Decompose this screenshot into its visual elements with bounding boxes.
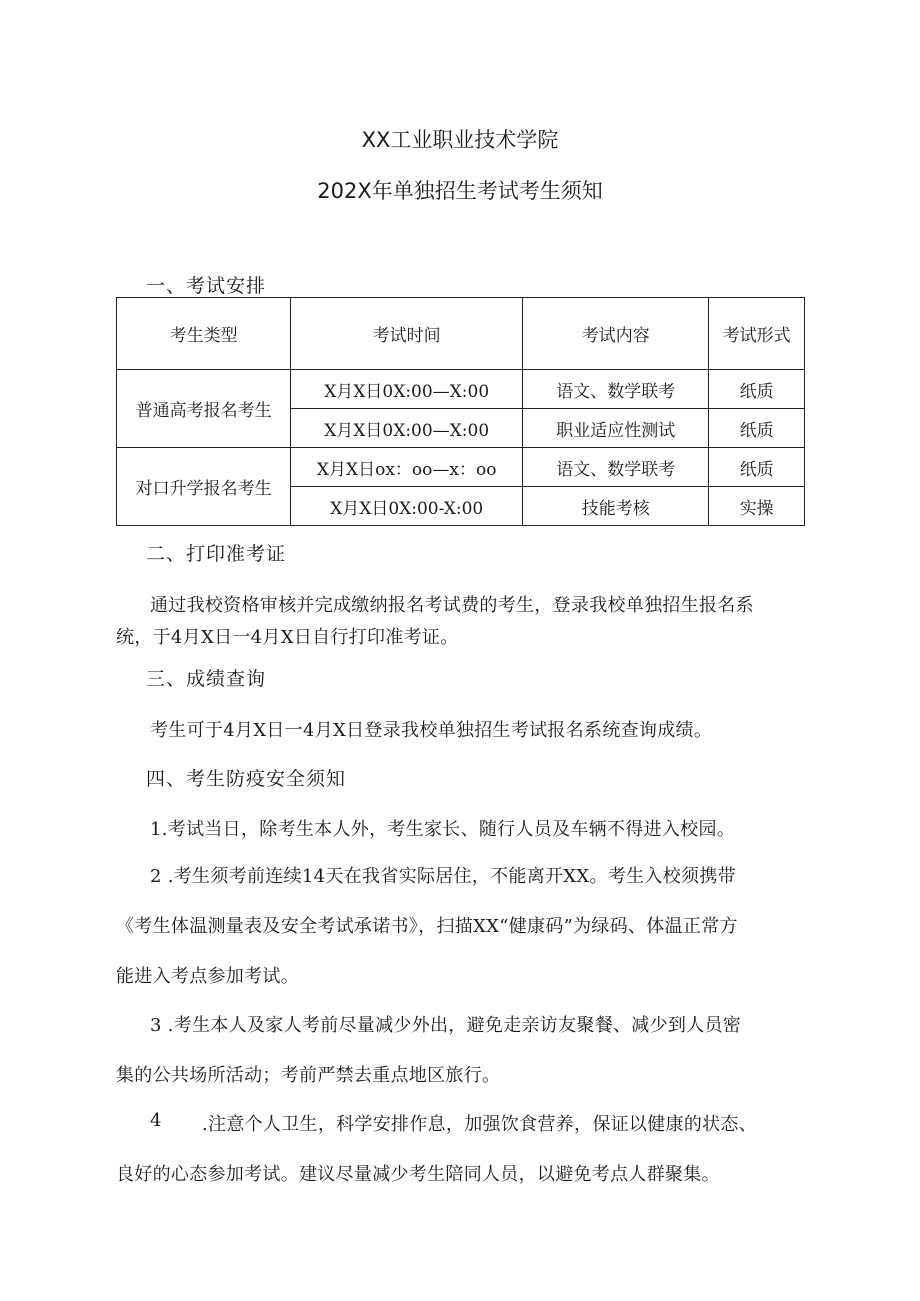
header-cell: 考试形式 bbox=[709, 298, 805, 370]
exam-form-cell: 实操 bbox=[709, 487, 805, 526]
section-heading-safety-notice: 四、考生防疫安全须知 bbox=[146, 768, 347, 790]
paragraph-line: 《考生体温测量表及安全考试承诺书》，扫描XX“健康码”为绿码、体温正常方 bbox=[116, 916, 738, 937]
table-header-row bbox=[117, 298, 805, 370]
exam-content-cell: 语文、数学联考 bbox=[523, 448, 709, 487]
document-subtitle: 202X年单独招生考试考生须知 bbox=[317, 179, 603, 203]
exam-time-cell: X月X日ox：oo—x：oo bbox=[291, 448, 523, 487]
paragraph-line: 考生可于4月X日一4月X日登录我校单独招生考试报名系统查询成绩。 bbox=[150, 720, 713, 741]
header-cell: 考试时间 bbox=[291, 298, 523, 370]
table-row bbox=[117, 448, 805, 487]
exam-content-cell: 技能考核 bbox=[523, 487, 709, 526]
header-cell: 考试内容 bbox=[523, 298, 709, 370]
table-row bbox=[117, 370, 805, 409]
paragraph-line: 良好的心态参加考试。建议尽量减少考生陪同人员，以避免考点人群聚集。 bbox=[116, 1164, 720, 1185]
exam-time-cell: X月X日0X:00—X:00 bbox=[291, 409, 523, 448]
section-heading-admission-ticket: 二、打印准考证 bbox=[146, 543, 287, 565]
section-heading-exam-schedule: 一、考试安排 bbox=[146, 275, 267, 297]
exam-form-cell: 纸质 bbox=[709, 448, 805, 487]
header-cell: 考生类型 bbox=[117, 298, 291, 370]
paragraph-line: 能进入考点参加考试。 bbox=[116, 966, 299, 987]
list-item-number: 4 bbox=[150, 1110, 162, 1131]
document-title: XX工业职业技术学院 bbox=[361, 128, 559, 152]
exam-content-cell: 职业适应性测试 bbox=[523, 409, 709, 448]
exam-schedule-table bbox=[116, 297, 805, 526]
exam-content-cell: 语文、数学联考 bbox=[523, 370, 709, 409]
candidate-type-cell: 普通高考报名考生 bbox=[117, 370, 291, 448]
candidate-type-cell: 对口升学报名考生 bbox=[117, 448, 291, 526]
paragraph-line: 集的公共场所活动；考前严禁去重点地区旅行。 bbox=[116, 1065, 501, 1086]
paragraph-line: 通过我校资格审核并完成缴纳报名考试费的考生，登录我校单独招生报名系 bbox=[150, 595, 754, 616]
paragraph-line: 统，于4月X日一4月X日自行打印准考证。 bbox=[116, 627, 459, 648]
list-item: 1.考试当日，除考生本人外，考生家长、随行人员及车辆不得进入校园。 bbox=[150, 819, 736, 840]
list-item: 3 .考生本人及家人考前尽量减少外出，避免走亲访友聚餐、减少到人员密 bbox=[150, 1015, 742, 1036]
exam-form-cell: 纸质 bbox=[709, 409, 805, 448]
list-item: .注意个人卫生，科学安排作息，加强饮食营养，保证以健康的状态、 bbox=[202, 1114, 758, 1135]
section-heading-score-query: 三、成绩查询 bbox=[146, 668, 267, 690]
exam-time-cell: X月X日0X:00—X:00 bbox=[291, 370, 523, 409]
list-item: 2 .考生须考前连续14天在我省实际居住，不能离开XX。考生入校须携带 bbox=[150, 866, 736, 887]
exam-form-cell: 纸质 bbox=[709, 370, 805, 409]
exam-time-cell: X月X日0X:00-X:00 bbox=[291, 487, 523, 526]
